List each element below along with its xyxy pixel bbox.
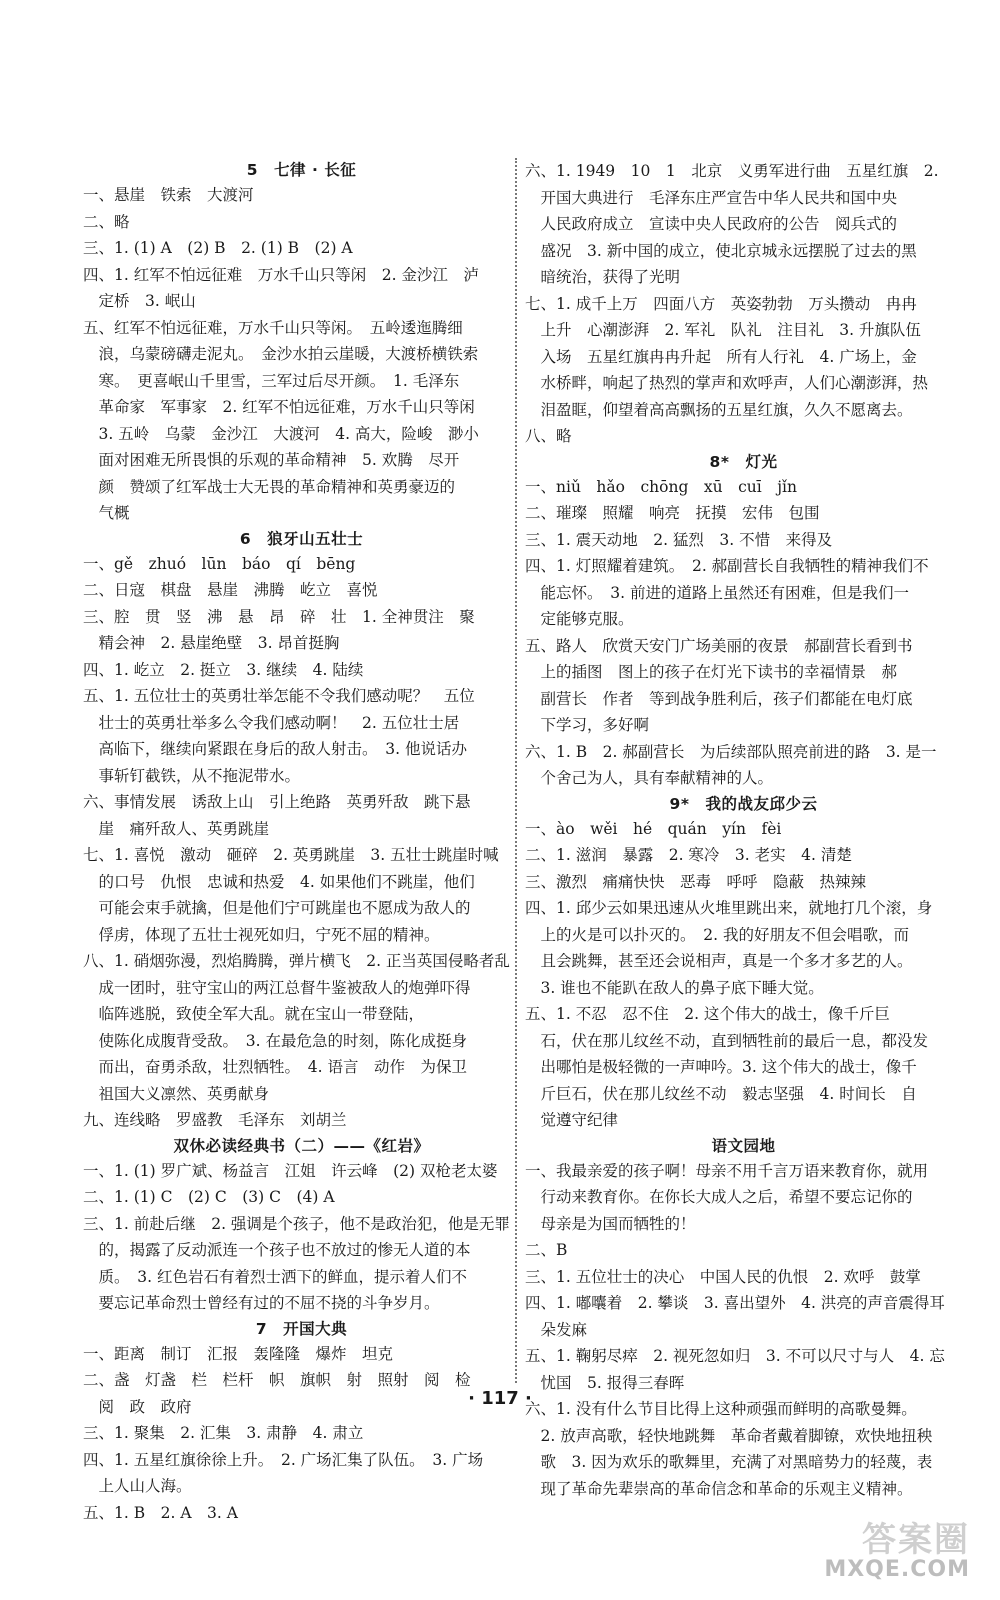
column-divider: [515, 158, 517, 1383]
answer-line: 六、1. 1949 10 1 北京 义勇军进行曲 五星红旗 2.: [525, 162, 939, 180]
answer-line: 人民政府成立 宣读中央人民政府的公告 阅兵式的: [525, 215, 898, 233]
answer-line: 忧国 5. 报得三春晖: [525, 1373, 685, 1392]
answer-line: 八、略: [525, 427, 572, 445]
answer-line: 二、璀璨 照耀 响亮 抚摸 宏伟 包围: [525, 504, 820, 522]
answer-line: 三、1. 聚集 2. 汇集 3. 肃静 4. 肃立: [83, 1424, 364, 1442]
answer-line: 要忘记革命烈士曾经有过的不屈不挠的斗争岁月。: [83, 1294, 440, 1312]
answer-line: 3. 五岭 乌蒙 金沙江 大渡河 4. 高大，险峻 渺小: [83, 424, 479, 443]
answer-line: 五、1. 五位壮士的英勇壮举怎能不令我们感动呢？ 五位: [83, 687, 475, 705]
answer-line: 俘虏，体现了五壮士视死如归，宁死不屈的精神。: [83, 925, 440, 944]
answer-line: 四、1. 红军不怕远征难 万水千山只等闲 2. 金沙江 泸: [83, 265, 479, 284]
answer-line: 寒。 更喜岷山千里雪，三军过后尽开颜。 1. 毛泽东: [83, 371, 460, 390]
answer-line: 事斩钉截铁，从不拖泥带水。: [83, 766, 301, 785]
answer-line: 可能会束手就擒，但是他们宁可跳崖也不愿成为敌人的: [83, 899, 471, 917]
left-column: [83, 158, 520, 1526]
watermark-bottom: MXQE.COM: [824, 1557, 970, 1582]
answer-line: 能忘怀。 3. 前进的道路上虽然还有困难，但是我们一: [525, 583, 909, 602]
answer-line: 二、1. (1) C (2) C (3) C (4) A: [83, 1188, 335, 1206]
answer-line: 暗统治，获得了光明: [525, 268, 681, 286]
answer-line: 盛况 3. 新中国的成立，使北京城永远摆脱了过去的黑: [525, 241, 917, 260]
answer-line: 八、1. 硝烟弥漫，烈焰腾腾，弹片横飞 2. 正当英国侵略者乱: [83, 952, 510, 970]
answer-line: 入场 五星红旗冉冉升起 所有人行礼 4. 广场上，金: [525, 347, 917, 366]
answer-line: 二、1. 滋润 暴露 2. 寒冷 3. 老实 4. 清楚: [525, 846, 852, 864]
answer-line: 三、1. 震天动地 2. 猛烈 3. 不惜 来得及: [525, 530, 833, 549]
answer-line: 五、1. 不忍 忍不住 2. 这个伟大的战士，像千斤巨: [525, 1005, 890, 1023]
section-title: 7 开国大典: [255, 1319, 348, 1338]
answer-line: 阅 政 政府: [83, 1397, 192, 1416]
answer-line: 一、niǔ hǎo chōng xū cuī jǐn: [525, 477, 797, 496]
answer-line: 壮士的英勇壮举多么令我们感动啊！ 2. 五位壮士居: [83, 713, 460, 732]
answer-line: 成一团时，驻守宝山的两江总督牛鉴被敌人的炮弹吓得: [83, 978, 471, 997]
answer-line: 九、连线略 罗盛教 毛泽东 刘胡兰: [83, 1111, 347, 1129]
answer-line: 三、激烈 痛痛快快 恶毒 呼呼 隐蔽 热辣辣: [525, 872, 867, 891]
answer-line: 一、我最亲爱的孩子啊！母亲不用千言万语来教育你，就用: [525, 1161, 929, 1180]
answer-line: 浪，乌蒙磅礴走泥丸。 金沙水拍云崖暖，大渡桥横铁索: [83, 345, 479, 363]
section-title: 6 狼牙山五壮士: [239, 529, 364, 548]
answer-line: 现了革命先辈崇高的革命信念和革命的乐观主义精神。: [525, 1479, 913, 1498]
answer-line: 六、事情发展 诱敌上山 引上绝路 英勇歼敌 跳下悬: [83, 793, 471, 811]
answer-line: 革命家 军事家 2. 红军不怕远征难，万水千山只等闲: [83, 398, 475, 416]
answer-line: 一、悬崖 铁索 大渡河: [83, 186, 254, 204]
answer-line: 的口号 仇恨 忠诚和热爱 4. 如果他们不跳崖，他们: [83, 872, 475, 891]
answer-line: 五、1. B 2. A 3. A: [83, 1503, 238, 1522]
answer-line: 六、1. 没有什么节目比得上这种顽强而鲜明的高歌曼舞。: [525, 1400, 917, 1418]
answer-line: 定能够克服。: [525, 610, 634, 628]
section-title: 语文园地: [711, 1136, 776, 1155]
answer-line: 四、1. 邱少云如果迅速从火堆里跳出来，就地打几个滚，身: [525, 899, 933, 917]
watermark-logo: [805, 1512, 970, 1582]
answer-line: 精会神 2. 悬崖绝壁 3. 昂首挺胸: [83, 634, 340, 652]
answer-line: 泪盈眶，仰望着高高飘扬的五星红旗，久久不愿离去。: [525, 400, 913, 419]
answer-line: 下学习，多好啊: [525, 716, 650, 734]
answer-line: 而出，奋勇杀敌，壮烈牺牲。 4. 语言 动作 为保卫: [83, 1058, 467, 1076]
answer-line: 五、1. 鞠躬尽瘁 2. 视死忽如归 3. 不可以尺寸与人 4. 忘: [525, 1347, 945, 1365]
section-title: 5 七律 · 长征: [246, 161, 357, 179]
answer-line: 四、1. 灯照耀着建筑。 2. 郝副营长自我牺牲的精神我们不: [525, 557, 929, 575]
answer-line: 开国大典进行 毛泽东庄严宣告中华人民共和国中央: [525, 188, 898, 207]
answer-line: 七、1. 喜悦 激动 砸碎 2. 英勇跳崖 3. 五壮士跳崖时喊: [83, 846, 499, 864]
answer-line: 水桥畔，响起了热烈的掌声和欢呼声，人们心潮澎湃，热: [525, 374, 929, 392]
answer-line: 三、1. 前赴后继 2. 强调是个孩子，他不是政治犯，他是无罪: [83, 1214, 510, 1233]
answer-line: 的，揭露了反动派连一个孩子也不放过的惨无人道的本: [83, 1241, 471, 1259]
answer-line: 个舍己为人，具有奉献精神的人。: [525, 769, 774, 787]
answer-line: 四、1. 嘟囔着 2. 攀谈 3. 喜出望外 4. 洪亮的声音震得耳: [525, 1294, 945, 1312]
answer-line: 歌 3. 因为欢乐的歌舞里，充满了对黑暗势力的轻蔑，表: [525, 1453, 933, 1471]
answer-line: 且会跳舞，甚至还会说相声，真是一个多才多艺的人。: [525, 952, 913, 970]
answer-line: 上的火是可以扑灭的。 2. 我的好朋友不但会唱歌，而: [525, 925, 909, 944]
answer-line: 祖国大义凛然、英勇献身: [83, 1084, 270, 1103]
watermark-top: 答案圈: [862, 1520, 970, 1560]
answer-line: 气概: [83, 504, 130, 522]
answer-line: 一、1. (1) 罗广斌、杨益言 江姐 许云峰 (2) 双枪老太婆: [83, 1161, 498, 1180]
answer-line: 上人山人海。: [83, 1477, 192, 1495]
answer-line: 觉遵守纪律: [525, 1111, 619, 1129]
section-title: 9* 我的战友邱少云: [669, 794, 818, 813]
answer-line: 质。 3. 红色岩石有着烈士洒下的鲜血，提示着人们不: [83, 1267, 467, 1286]
answer-line: 三、1. (1) A (2) B 2. (1) B (2) A: [83, 239, 353, 257]
section-title: 8* 灯光: [709, 452, 778, 471]
answer-line: 定桥 3. 岷山: [83, 292, 196, 310]
answer-line: 四、1. 五星红旗徐徐上升。 2. 广场汇集了队伍。 3. 广场: [83, 1450, 484, 1469]
answer-line: 上升 心潮澎湃 2. 军礼 队礼 注目礼 3. 升旗队伍: [525, 321, 921, 339]
answer-line: 使陈化成腹背受敌。 3. 在最危急的时刻，陈化成挺身: [83, 1031, 467, 1050]
answer-line: 出哪怕是极轻微的一声呻吟。3. 这个伟大的战士，像千: [525, 1058, 917, 1076]
answer-line: 高临下，继续向紧跟在身后的敌人射击。 3. 他说话办: [83, 740, 467, 758]
answer-line: 二、B: [525, 1241, 568, 1259]
section-title: 双休必读经典书（二）——《红岩》: [173, 1136, 430, 1155]
answer-line: 四、1. 屹立 2. 挺立 3. 继续 4. 陆续: [83, 660, 364, 679]
answer-line: 朵发麻: [525, 1320, 588, 1339]
answer-line: 行动来教育你。在你长大成人之后，希望不要忘记你的: [525, 1188, 913, 1206]
answer-line: 崖 痛歼敌人、英勇跳崖: [83, 819, 270, 838]
answer-line: 一、gě zhuó lūn báo qí bēng: [83, 554, 356, 573]
answer-line: 颜 赞颂了红军战士大无畏的革命精神和英勇豪迈的: [83, 477, 456, 496]
answer-line: 斤巨石，伏在那儿纹丝不动 毅志坚强 4. 时间长 自: [525, 1084, 917, 1103]
answer-line: 五、红军不怕远征难，万水千山只等闲。 五岭逶迤腾细: [83, 318, 463, 337]
answer-line: 临阵逃脱，致使全军大乱。就在宝山一带登陆，: [83, 1005, 425, 1023]
answer-line: 面对困难无所畏惧的乐观的革命精神 5. 欢腾 尽开: [83, 451, 460, 469]
answer-line: 一、距离 制订 汇报 轰隆隆 爆炸 坦克: [83, 1344, 394, 1363]
right-column: [525, 158, 962, 1502]
answer-line: 五、路人 欣赏天安门广场美丽的夜景 郝副营长看到书: [525, 636, 913, 655]
answer-line: 七、1. 成千上万 四面八方 英姿勃勃 万头攒动 冉冉: [525, 294, 917, 313]
page-number: · 117 ·: [468, 1388, 532, 1409]
answer-line: 3. 谁也不能趴在敌人的鼻子底下睡大觉。: [525, 978, 824, 997]
answer-line: 上的插图 图上的孩子在灯光下读书的幸福情景 郝: [525, 663, 898, 681]
answer-line: 三、1. 五位壮士的决心 中国人民的仇恨 2. 欢呼 鼓掌: [525, 1267, 921, 1286]
answer-line: 三、腔 贯 竖 沸 悬 昂 碎 壮 1. 全神贯注 聚: [83, 607, 475, 626]
answer-line: 石，伏在那儿纹丝不动，直到牺牲前的最后一息，都没发: [525, 1031, 929, 1050]
answer-line: 副营长 作者 等到战争胜利后，孩子们都能在电灯底: [525, 689, 913, 708]
answer-line: 二、盏 灯盏 栏 栏杆 帜 旗帜 射 照射 阅 检: [83, 1371, 471, 1389]
answer-line: 母亲是为国而牺牲的！: [525, 1214, 696, 1233]
answer-line: 六、1. B 2. 郝副营长 为后续部队照亮前进的路 3. 是一: [525, 742, 937, 761]
answer-line: 2. 放声高歌，轻快地跳舞 革命者戴着脚镣，欢快地扭秧: [525, 1426, 933, 1445]
answer-line: 二、略: [83, 212, 130, 231]
answer-line: 二、日寇 棋盘 悬崖 沸腾 屹立 喜悦: [83, 581, 378, 599]
answer-line: 一、ào wěi hé quán yín fèi: [525, 819, 782, 838]
